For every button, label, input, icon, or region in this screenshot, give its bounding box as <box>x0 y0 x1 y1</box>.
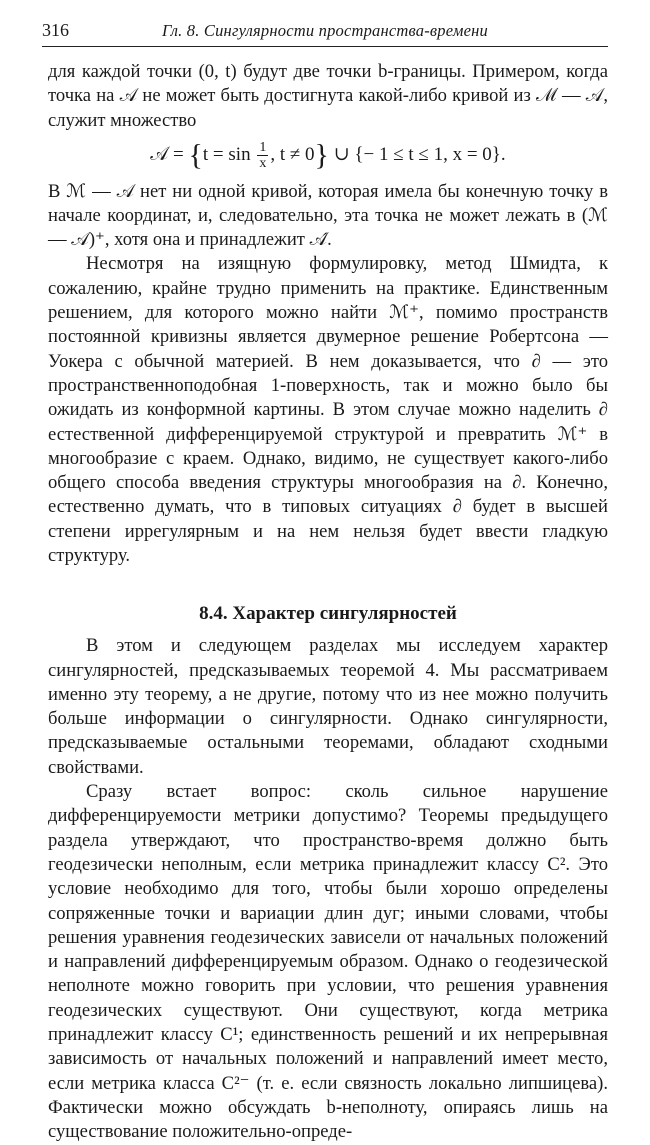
formula-condition: , t ≠ 0 <box>270 143 315 165</box>
page-body <box>48 60 608 1145</box>
page-header <box>42 18 608 47</box>
fraction <box>257 140 268 171</box>
section-heading: 8.4. Характер сингулярностей <box>199 603 457 625</box>
fraction-denominator: x <box>259 156 267 172</box>
paragraph-1: для каждой точки (0, t) будут две точки b-границы. Примером, когда точка на 𝒜 не может быть достигнута какой-либо кривой из ℳ — 𝒜, служит множество <box>48 61 608 131</box>
formula-union: ∪ {− 1 ≤ t ≤ 1, x = 0}. <box>333 143 506 165</box>
formula-lhs: 𝒜 = <box>150 143 184 165</box>
set-formula <box>48 135 608 176</box>
formula-set-start: t = sin <box>202 143 251 165</box>
paragraph-5: Сразу встает вопрос: сколь сильное нарушение дифференцируемости метрики допустимо? Теоремы предыдущего раздела утверждают, что пространство-время должно быть геодезически неполным, если метрика принадлежит классу C². Это условие необходимо для того, чтобы были хорошо определены сопряженные точки и вариации длин дуг; иными словами, чтобы решения уравнения геодезических зависели от начальных положений и направлений дифференцируемым образом. Однако о геодезической неполноте можно говорить при условии, что решения уравнения геодезических существуют. Они существуют, когда метрика принадлежит классу C¹; единственность решений и их непрерывная зависимость от начальных положений и направлений имеет место, если метрика класса C²⁻ (т. е. если связность локально липшицева). Фактически можно обсуждать b-неполноту, опираясь лишь на существование положительно-опреде- <box>48 781 608 1143</box>
fraction-numerator: 1 <box>259 140 267 156</box>
paragraph-2: В ℳ — 𝒜 нет ни одной кривой, которая имела бы конечную точку в начале координат, и, следовательно, эта точка не может лежать в (ℳ — 𝒜)⁺, хотя она и принадлежит 𝒜́. <box>48 180 608 251</box>
open-brace: { <box>188 138 203 172</box>
paragraph-4: В этом и следующем разделах мы исследуем характер сингулярностей, предсказываемых теоремой 4. Мы рассматриваем именно эту теорему, а не другие, потому что из нее можно получить больше информации о сингулярности. Однако сингулярности, предсказываемые остальными теоремами, обладают сходными свойствами. <box>48 635 608 778</box>
close-brace: } <box>314 138 329 172</box>
page-number: 316 <box>42 20 69 40</box>
running-title: Гл. 8. Сингулярности пространства-времени <box>162 21 488 40</box>
paragraph-3: Несмотря на изящную формулировку, метод Шмидта, к сожалению, крайне трудно применить на практике. Единственным решением, для которого можно найти ℳ⁺, помимо пространств постоянной кривизны является двумерное решение Робертсона — Уокера с обычной материей. В нем доказывается, что ∂ — это пространственноподобная 1-поверхность, так и можно было бы ожидать из конформной картины. В этом случае можно наделить ∂ естественной дифференцируемой структурой и превратить ℳ⁺ в многообразие с краем. Однако, видимо, не существует какого-либо общего способа введения структуры многообразия на ∂. Конечно, естественно думать, что в типовых ситуациях ∂ будет в высшей степени иррегулярным и на нем нельзя будет ввести гладкую структуру. <box>48 253 608 566</box>
